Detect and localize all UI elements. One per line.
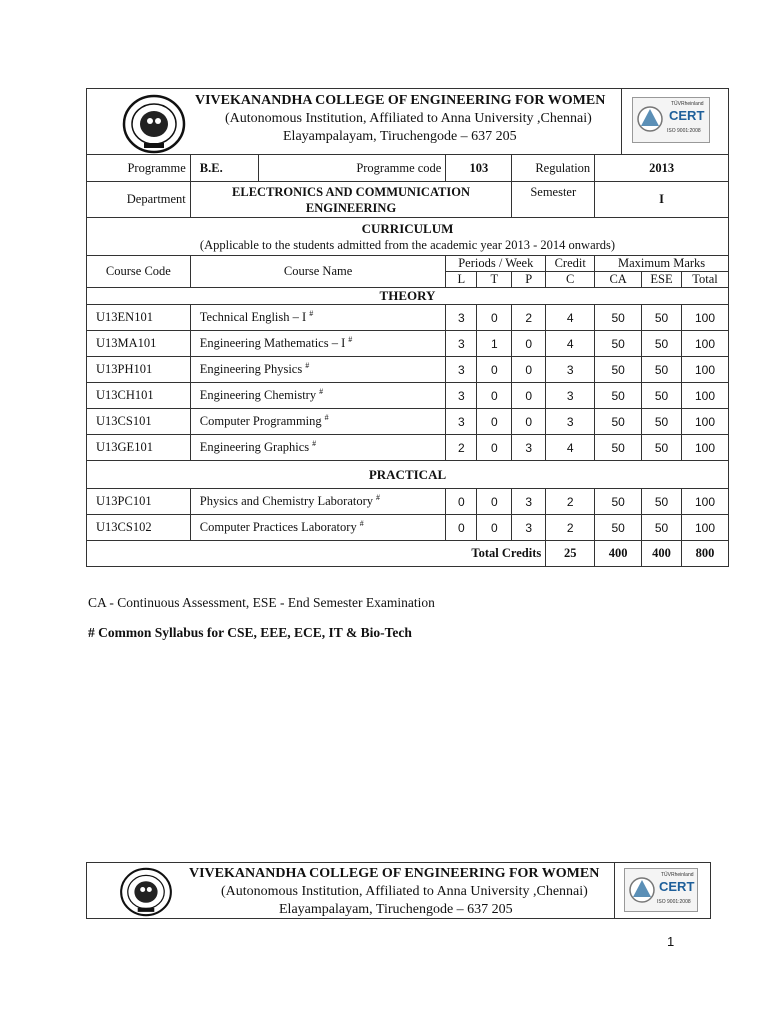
course-p: 0 [512, 409, 546, 435]
cert-brand-footer: TÜVRheinland [661, 872, 694, 878]
regulation-value: 2013 [595, 155, 729, 182]
col-max-marks: Maximum Marks [595, 256, 729, 272]
footnote-common-syllabus: # Common Syllabus for CSE, EEE, ECE, IT & Bio-Tech [88, 625, 412, 640]
tuv-triangle-icon [637, 104, 663, 134]
total-credits-label: Total Credits [87, 541, 546, 567]
curriculum-note: (Applicable to the students admitted from the academic year 2013 - 2014 onwards) [199, 237, 616, 252]
course-p: 0 [512, 383, 546, 409]
total-credits-ese: 400 [642, 541, 682, 567]
course-ca: 50 [595, 435, 642, 461]
course-t: 0 [477, 435, 512, 461]
common-syllabus-mark: # [324, 413, 329, 423]
course-ca: 50 [595, 409, 642, 435]
course-row [87, 489, 729, 515]
course-total: 100 [682, 489, 729, 515]
course-name [190, 383, 446, 409]
total-credits-ca: 400 [595, 541, 642, 567]
course-name [190, 305, 446, 331]
curriculum-title: CURRICULUM [361, 220, 454, 236]
curriculum-title-cell [87, 218, 729, 256]
college-affiliation-footer: (Autonomous Institution, Affiliated to Anna University ,Chennai) [221, 884, 588, 899]
course-name-text: Computer Programming [199, 414, 322, 429]
col-total: Total [682, 272, 729, 288]
course-row [87, 409, 729, 435]
course-ese: 50 [642, 383, 682, 409]
common-syllabus-mark: # [312, 439, 317, 449]
course-c: 2 [546, 515, 595, 541]
course-ese: 50 [642, 305, 682, 331]
college-seal-logo [119, 93, 189, 155]
footnote-abbreviations: CA - Continuous Assessment, ESE - End Semester Examination [88, 595, 435, 610]
course-row [87, 331, 729, 357]
department-label: Department [87, 182, 191, 218]
course-ese: 50 [642, 435, 682, 461]
course-c: 4 [546, 305, 595, 331]
col-t: T [477, 272, 512, 288]
col-ese: ESE [642, 272, 682, 288]
course-l: 2 [446, 435, 477, 461]
course-c: 4 [546, 331, 595, 357]
col-periods: Periods / Week [446, 256, 546, 272]
course-row [87, 383, 729, 409]
course-p: 3 [512, 489, 546, 515]
course-name [190, 409, 446, 435]
course-ca: 50 [595, 383, 642, 409]
theory-label: THEORY [87, 288, 729, 305]
cert-iso: ISO 9001:2008 [667, 128, 701, 134]
programme-code-value: 103 [446, 155, 512, 182]
course-name [190, 357, 446, 383]
course-code: U13GE101 [87, 435, 191, 461]
course-row [87, 435, 729, 461]
course-c: 3 [546, 383, 595, 409]
department-value [190, 182, 511, 218]
total-credits-total: 800 [682, 541, 729, 567]
col-ca: CA [595, 272, 642, 288]
course-code: U13PH101 [87, 357, 191, 383]
common-syllabus-mark: # [319, 387, 324, 397]
col-course-code: Course Code [87, 256, 191, 288]
course-total: 100 [682, 435, 729, 461]
theory-section-row [87, 288, 729, 305]
course-l: 3 [446, 383, 477, 409]
iso-cert-badge [632, 97, 710, 143]
course-p: 0 [512, 357, 546, 383]
department-row [87, 182, 729, 218]
course-t: 1 [477, 331, 512, 357]
col-c: C [546, 272, 595, 288]
course-name-text: Physics and Chemistry Laboratory [199, 494, 374, 509]
programme-row [87, 155, 729, 182]
header-top [86, 88, 729, 155]
course-c: 2 [546, 489, 595, 515]
cert-panel-footer [614, 863, 712, 918]
cert-label-footer: CERT [659, 879, 695, 894]
programme-code-label: Programme code [258, 155, 446, 182]
course-total: 100 [682, 331, 729, 357]
course-name [190, 489, 446, 515]
course-ca: 50 [595, 357, 642, 383]
course-ese: 50 [642, 331, 682, 357]
course-l: 0 [446, 489, 477, 515]
semester-label: Semester [512, 182, 595, 218]
total-credits-row [87, 541, 729, 567]
cert-label: CERT [669, 108, 705, 123]
col-p: P [512, 272, 546, 288]
course-ca: 50 [595, 515, 642, 541]
course-row [87, 357, 729, 383]
course-row [87, 515, 729, 541]
col-course-name: Course Name [190, 256, 446, 288]
course-code: U13CS102 [87, 515, 191, 541]
course-t: 0 [477, 383, 512, 409]
course-ese: 50 [642, 357, 682, 383]
programme-label: Programme [87, 155, 191, 182]
common-syllabus-mark: # [348, 335, 353, 345]
course-l: 3 [446, 305, 477, 331]
course-l: 3 [446, 409, 477, 435]
course-total: 100 [682, 383, 729, 409]
cert-brand: TÜVRheinland [671, 101, 704, 107]
course-c: 3 [546, 409, 595, 435]
course-t: 0 [477, 489, 512, 515]
course-c: 4 [546, 435, 595, 461]
course-ca: 50 [595, 305, 642, 331]
course-row [87, 305, 729, 331]
course-total: 100 [682, 305, 729, 331]
course-l: 3 [446, 357, 477, 383]
course-ese: 50 [642, 489, 682, 515]
tuv-triangle-icon-footer [629, 875, 655, 905]
college-address: Elayampalayam, Tiruchengode – 637 205 [283, 129, 517, 144]
course-l: 3 [446, 331, 477, 357]
column-header-row-1 [87, 256, 729, 272]
page-number: 1 [667, 934, 675, 949]
college-seal-logo-footer [117, 866, 175, 918]
course-code: U13MA101 [87, 331, 191, 357]
common-syllabus-mark: # [305, 361, 310, 371]
regulation-label: Regulation [512, 155, 595, 182]
header-bottom [86, 862, 711, 919]
total-credits-c: 25 [546, 541, 595, 567]
course-name-text: Technical English – I [199, 310, 307, 325]
course-total: 100 [682, 409, 729, 435]
college-address-footer: Elayampalayam, Tiruchengode – 637 205 [279, 902, 513, 917]
course-p: 0 [512, 331, 546, 357]
course-ca: 50 [595, 331, 642, 357]
department-line-1: ELECTRONICS AND COMMUNICATION [232, 184, 471, 199]
col-credit: Credit [546, 256, 595, 272]
course-name [190, 435, 446, 461]
college-name-footer: VIVEKANANDHA COLLEGE OF ENGINEERING FOR WOMEN [189, 866, 600, 881]
course-name [190, 515, 446, 541]
practical-label: PRACTICAL [87, 461, 729, 489]
course-code: U13EN101 [87, 305, 191, 331]
course-name-text: Engineering Mathematics – I [199, 336, 346, 351]
iso-cert-badge-footer [624, 868, 698, 912]
semester-value: I [595, 182, 729, 218]
course-p: 3 [512, 435, 546, 461]
col-l: L [446, 272, 477, 288]
course-t: 0 [477, 409, 512, 435]
course-code: U13PC101 [87, 489, 191, 515]
course-l: 0 [446, 515, 477, 541]
practical-section-row [87, 461, 729, 489]
course-t: 0 [477, 515, 512, 541]
course-name-text: Computer Practices Laboratory [199, 520, 357, 535]
course-ca: 50 [595, 489, 642, 515]
curriculum-title-row [87, 218, 729, 256]
theory-body [87, 305, 729, 461]
course-total: 100 [682, 515, 729, 541]
common-syllabus-mark: # [359, 519, 364, 529]
college-name: VIVEKANANDHA COLLEGE OF ENGINEERING FOR WOMEN [195, 93, 606, 108]
course-ese: 50 [642, 409, 682, 435]
department-line-2: ENGINEERING [305, 200, 397, 215]
course-c: 3 [546, 357, 595, 383]
course-t: 0 [477, 305, 512, 331]
practical-body [87, 489, 729, 541]
course-name-text: Engineering Graphics [199, 440, 310, 455]
college-affiliation: (Autonomous Institution, Affiliated to Anna University ,Chennai) [225, 111, 592, 126]
cert-iso-footer: ISO 9001:2008 [657, 899, 691, 905]
course-name [190, 331, 446, 357]
course-name-text: Engineering Physics [199, 362, 303, 377]
course-code: U13CS101 [87, 409, 191, 435]
course-t: 0 [477, 357, 512, 383]
programme-value: B.E. [190, 155, 258, 182]
curriculum-table [86, 154, 729, 567]
course-total: 100 [682, 357, 729, 383]
course-code: U13CH101 [87, 383, 191, 409]
cert-panel [621, 89, 730, 154]
common-syllabus-mark: # [376, 493, 381, 503]
course-p: 2 [512, 305, 546, 331]
course-p: 3 [512, 515, 546, 541]
course-ese: 50 [642, 515, 682, 541]
course-name-text: Engineering Chemistry [199, 388, 317, 403]
common-syllabus-mark: # [309, 309, 314, 319]
